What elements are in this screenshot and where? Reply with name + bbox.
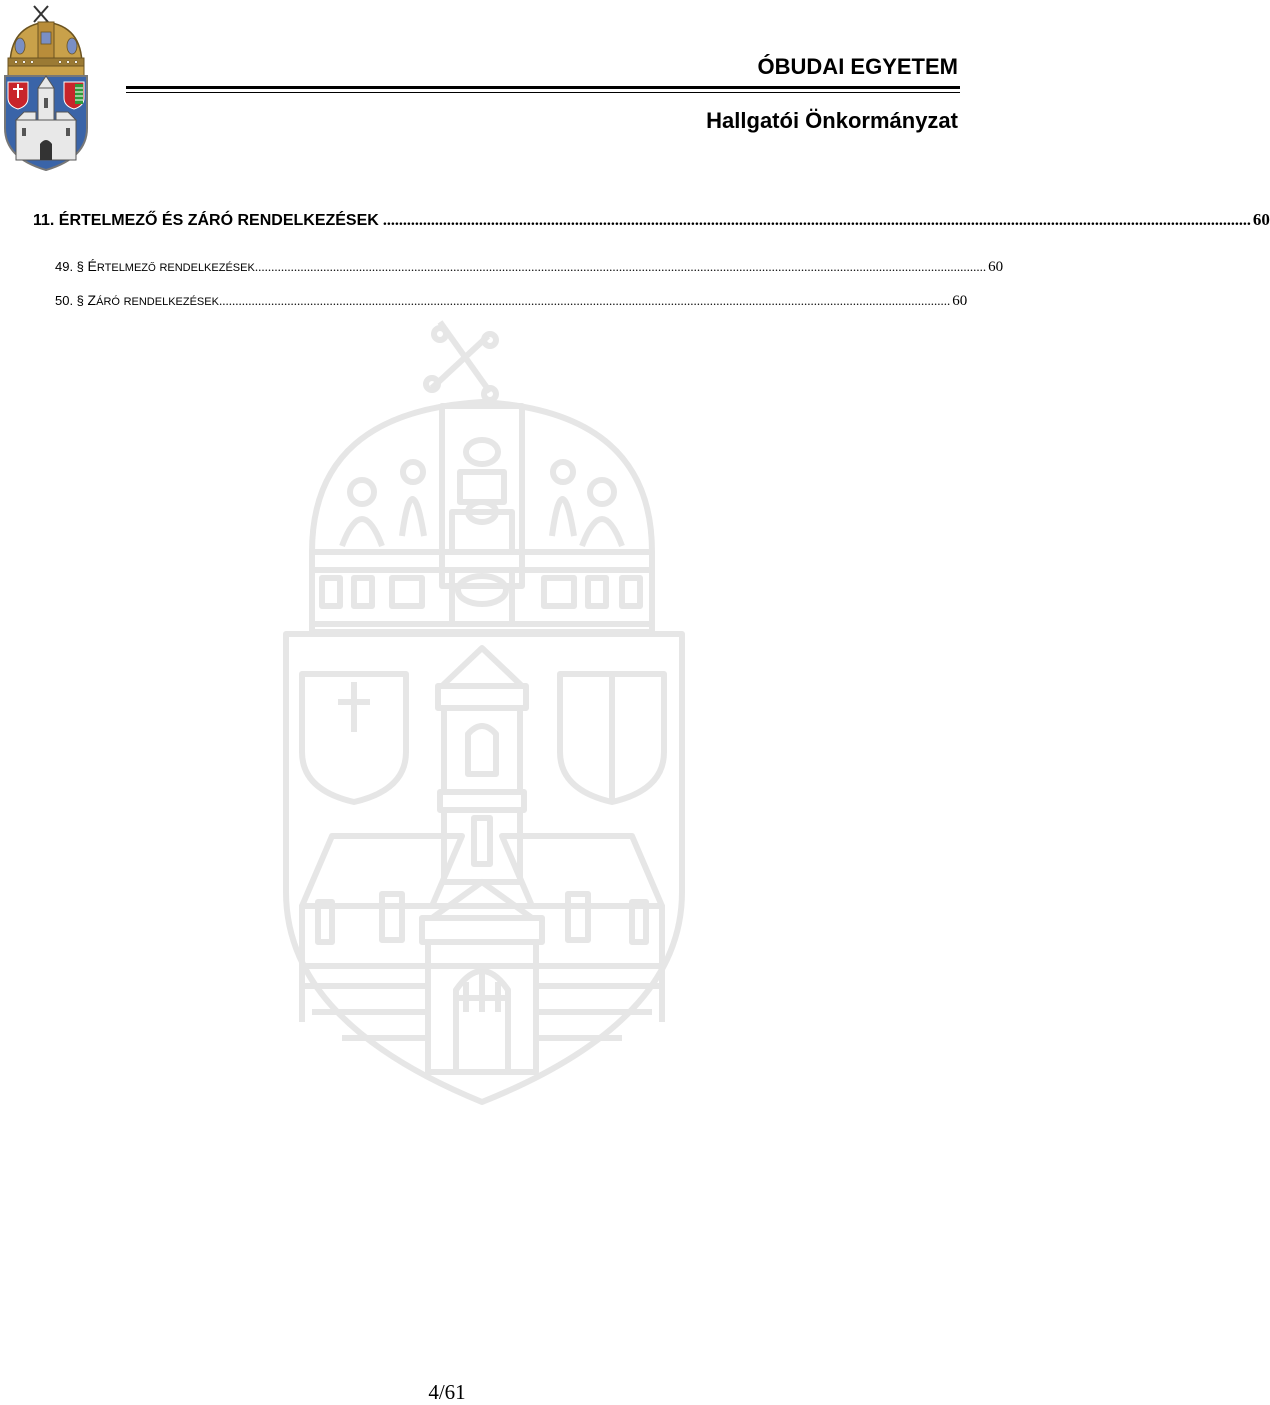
page-number: 4/61 — [428, 1380, 466, 1404]
toc-section-number: 49. § — [55, 259, 84, 274]
header-rule — [126, 86, 960, 89]
toc-chapter-title: 11. ÉRTELMEZŐ ÉS ZÁRÓ RENDELKEZÉSEK — [33, 212, 379, 229]
toc-section-title-part: ÁRÓ — [96, 296, 120, 308]
toc-chapter-entry[interactable] — [33, 210, 1270, 230]
university-crest-icon — [2, 2, 90, 172]
toc-dot-leader: ................................................................................................................................................................................................................................. — [254, 259, 987, 274]
toc-section-title-part: RENDELKEZÉSEK — [123, 296, 219, 308]
crest-watermark-icon — [282, 322, 686, 1108]
toc-page-number: 60 — [1252, 210, 1270, 229]
toc-page-number: 60 — [988, 259, 1004, 275]
toc-section-title-part: RTELMEZ — [96, 262, 149, 274]
toc-dot-leader: ......................................................................................................................................................................................................................... — [378, 212, 1251, 229]
organization-unit: Hallgatói Önkormányzat — [706, 108, 958, 133]
header-rule-thin — [126, 92, 960, 93]
toc-section-title-part: Ő — [148, 263, 156, 274]
toc-section-entry[interactable] — [55, 258, 1004, 276]
toc-page-number: 60 — [952, 293, 968, 309]
toc-section-title-part: RENDELKEZÉSEK — [159, 262, 255, 274]
toc-section-label — [55, 258, 255, 274]
university-name: ÓBUDAI EGYETEM — [757, 54, 958, 79]
toc-section-number: 50. § — [55, 293, 84, 308]
toc-section-title-initial: Z — [87, 292, 97, 308]
toc-section-title-initial: É — [87, 258, 97, 274]
toc-dot-leader: ................................................................................................................................................................................................................................. — [218, 293, 951, 308]
toc-section-label — [55, 292, 219, 308]
toc-section-entry[interactable] — [55, 292, 968, 310]
